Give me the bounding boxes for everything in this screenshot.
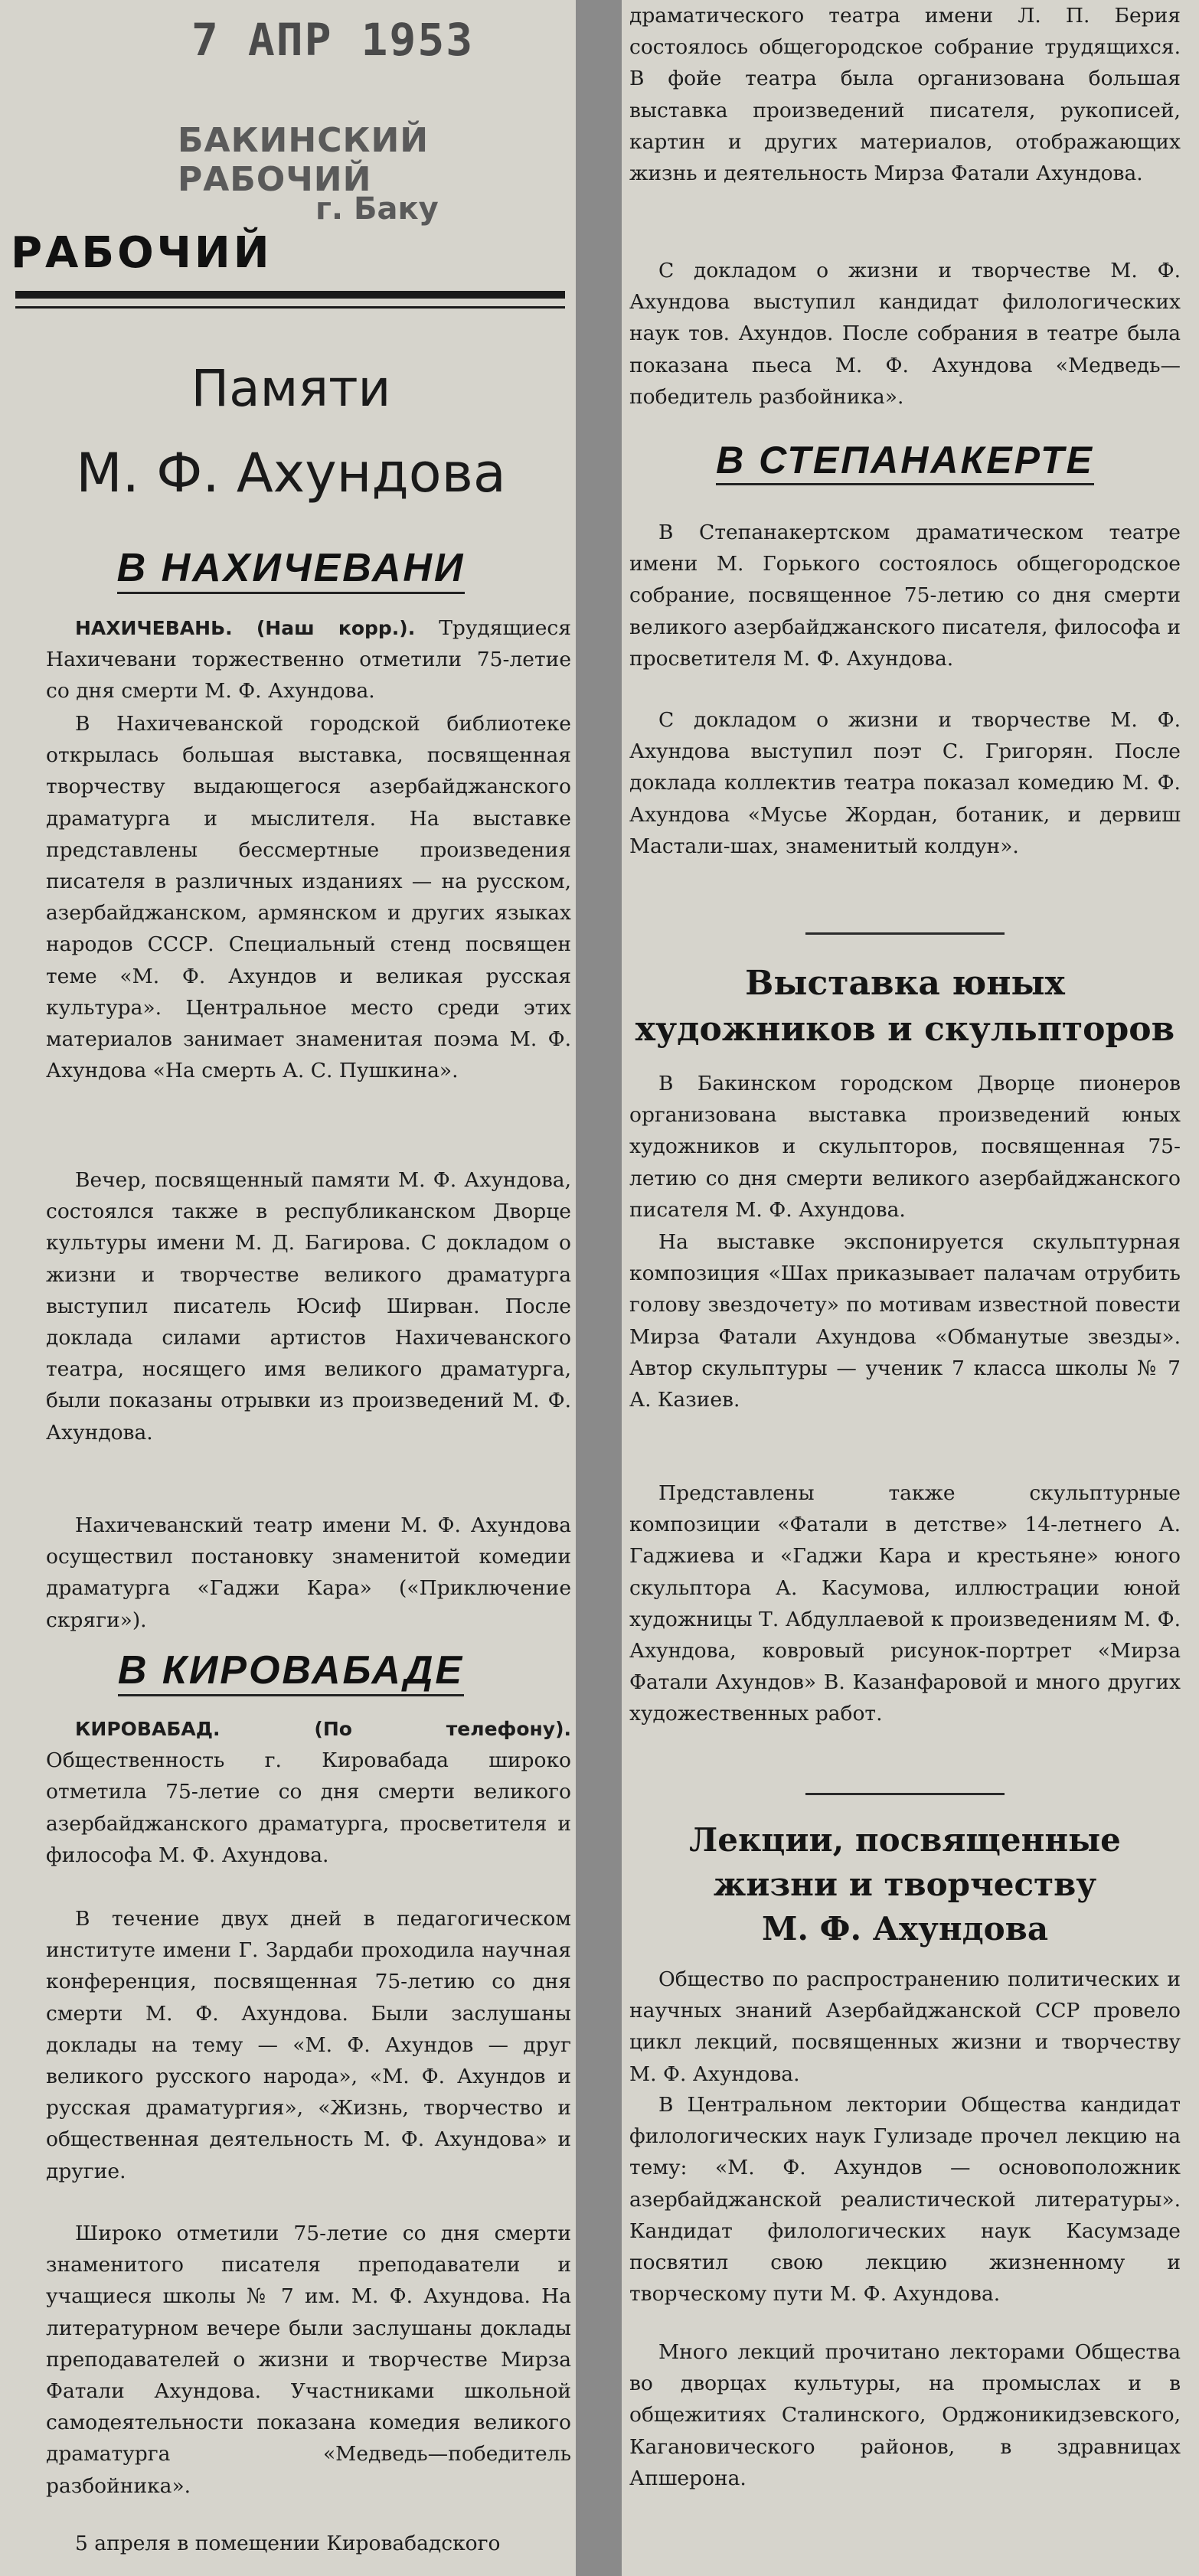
exhibition-heading-line1: Выставка юных bbox=[745, 964, 1065, 1003]
kirovabad-continued-p2: С докладом о жизни и творчестве М. Ф. Ахундова выступил кандидат филологических наук тов. Ахундов. После собрания в театре была показана пьеса М. Ф. Ахундова «Медведь—победитель разбойника». bbox=[629, 259, 1181, 409]
lectures-p2: В Центральном лектории Общества кандидат филологических наук Гулизаде прочел лекцию на тему: «М. Ф. Ахундов — основоположник азербайджанской реалистической литературы». Кандидат филологических наук Касумзаде посвятил свою лекцию жизненному и творческому пути М. Ф. Ахундова. bbox=[629, 2093, 1181, 2307]
kirovabad-heading bbox=[46, 1647, 536, 1693]
city-stamp: г. Баку bbox=[315, 191, 439, 227]
nakhichevan-p3: Вечер, посвященный памяти М. Ф. Ахундова, состоялся также в республиканском Дворце культуры имени М. Д. Багирова. С докладом о жизни и творчестве великого драматурга выступил писатель Юсиф Ширван. После доклада силами артистов Нахичеванского театра, носящего имя великого драматурга, были показаны отрывки из произведений М. Ф. Ахундова. bbox=[46, 1168, 571, 1445]
stepanakert-p1: В Степанакертском драматическом театре имени М. Горького состоялось общегородское собрание, посвященное 75-летию со дня смерти великого азербайджанского писателя, философа и просветителя М. Ф. Ахундова. bbox=[629, 521, 1181, 671]
background-gap bbox=[576, 0, 622, 2576]
nakhichevan-dateline: НАХИЧЕВАНЬ. (Наш корр.). bbox=[75, 617, 416, 639]
nakhichevan-heading-text: В НАХИЧЕВАНИ bbox=[117, 546, 466, 594]
lectures-heading-line2: жизни и творчеству bbox=[713, 1866, 1097, 1903]
exhibition-p2: На выставке экспонируется скульптурная композиция «Шах приказывает палачам отрубить голову звездочету» по мотивам известной повести Мирза Фатали Ахундова «Обманутые звезды». Автор скульптуры — ученик 7 класса школы № 7 А. Казиев. bbox=[629, 1230, 1181, 1412]
separator-rule-2 bbox=[805, 1793, 1005, 1795]
lectures-heading-line3: М. Ф. Ахундова bbox=[761, 1910, 1049, 1948]
exhibition-heading-line2: художников и скульпторов bbox=[635, 1010, 1175, 1049]
nakhichevan-p1 bbox=[46, 612, 571, 707]
stepanakert-heading-text: В СТЕПАНАКЕРТЕ bbox=[716, 439, 1094, 485]
lectures-p1: Общество по распространению политических и научных знаний Азербайджанской ССР провело цикл лекций, посвященных жизни и творчеству М. Ф. Ахундова. bbox=[629, 1967, 1181, 2086]
nakhichevan-p4: Нахичеванский театр имени М. Ф. Ахундова осуществил постановку знаменитой комедии драматурга «Гаджи Кара» («Приключение скряги»). bbox=[46, 1513, 571, 1632]
kirovabad-p4: 5 апреля в помещении Кировабадского bbox=[75, 2532, 501, 2555]
nakhichevan-heading bbox=[46, 545, 536, 591]
main-title-line1: Памяти bbox=[191, 359, 391, 418]
main-title-line2: М. Ф. Ахундова bbox=[76, 442, 506, 504]
kirovabad-continued: драматического театра имени Л. П. Берия состоялось общегородское собрание трудящихся. В фойе театра была организована большая выставка произведений писателя, рукописей, картин и других материалов, отображающих жизнь и деятельность Мирза Фатали Ахундова. bbox=[629, 4, 1181, 186]
nakhichevan-p2: В Нахичеванской городской библиотеке открылась большая выставка, посвященная творчеству выдающегося азербайджанского драматурга и мыслителя. На выставке представлены бессмертные произведения писателя в различных изданиях — на русском, азербайджанском, армянском и других языках народов СССР. Специальный стенд посвящен теме «М. Ф. Ахундов и великая русская культура». Центральное место среди этих материалов занимает знаменитая поэма М. Ф. Ахундова «На смерть А. С. Пушкина». bbox=[46, 712, 571, 1083]
nakhichevan-p1-text: Трудящиеся Нахичевани торжественно отметили 75-летие со дня смерти М. Ф. Ахундова. bbox=[46, 616, 571, 704]
masthead-fragment: РАБОЧИЙ bbox=[11, 228, 273, 278]
right-clipping bbox=[622, 0, 1199, 2576]
kirovabad-p2: В течение двух дней в педагогическом институте имени Г. Зардаби проходила научная конференция, посвященная 75-летию со дня смерти М. Ф. Ахундова. Были заслушаны доклады на тему — «М. Ф. Ахундов — друг великого русского народа», «М. Ф. Ахундов и русская драматургия», «Жизнь, творчество и общественная деятельность М. Ф. Ахундова» и другие. bbox=[46, 1907, 571, 2183]
kirovabad-dateline: КИРОВАБАД. (По телефону). bbox=[75, 1718, 571, 1740]
kirovabad-p1-text: Общественность г. Кировабада широко отметила 75-летие со дня смерти великого азербайджанского драматурга, просветителя и философа М. Ф. Ахундова. bbox=[46, 1748, 571, 1867]
masthead-rule bbox=[15, 291, 565, 299]
left-clipping bbox=[0, 0, 576, 2576]
stepanakert-p2: С докладом о жизни и творчестве М. Ф. Ахундова выступил поэт С. Григорян. После доклада коллектив театра показал комедию М. Ф. Ахундова «Мусье Жордан, ботаник, и дервиш Мастали-шах, знаменитый колдун». bbox=[629, 708, 1181, 858]
lectures-p3: Много лекций прочитано лекторами Общества во дворцах культуры, на промыслах и в общежитиях Сталинского, Орджоникидзевского, Кагановического районов, в здравницах Апшерона. bbox=[629, 2340, 1181, 2490]
kirovabad-heading-text: В КИРОВАБАДЕ bbox=[118, 1648, 464, 1696]
separator-rule bbox=[805, 932, 1005, 935]
kirovabad-p3: Широко отметили 75-летие со дня смерти знаменитого писателя преподаватели и учащиеся школы № 7 им. М. Ф. Ахундова. На литературном вечере были заслушаны доклады преподавателей о жизни и творчестве Мирза Фатали Ахундова. Участниками школьной самодеятельности показана комедия великого драматурга «Медведь—победитель разбойника». bbox=[46, 2222, 571, 2498]
newspaper-stamp: БАКИНСКИЙ РАБОЧИЙ bbox=[178, 121, 430, 199]
lectures-heading-line1: Лекции, посвященные bbox=[689, 1821, 1121, 1859]
masthead-rule-thin bbox=[15, 306, 565, 309]
stepanakert-heading bbox=[629, 438, 1181, 482]
kirovabad-p1 bbox=[46, 1713, 571, 1871]
exhibition-p1: В Бакинском городском Дворце пионеров организована выставка произведений юных художников и скульпторов, посвященная 75-летию со дня смерти великого азербайджанского писателя М. Ф. Ахундова. bbox=[629, 1072, 1181, 1222]
exhibition-p3: Представлены также скульптурные композиции «Фатали в детстве» 14-летнего А. Гаджиева и «Гаджи Кара и крестьяне» юного скульптора А. Касумова, иллюстрации юной художницы Т. Абдуллаевой к произведениям М. Ф. Ахундова, ковровый рисунок-портрет «Мирза Фатали Ахундов» В. Казанфаровой и много других художественных работ. bbox=[629, 1481, 1181, 1726]
date-stamp: 7 АПР 1953 bbox=[191, 14, 475, 66]
